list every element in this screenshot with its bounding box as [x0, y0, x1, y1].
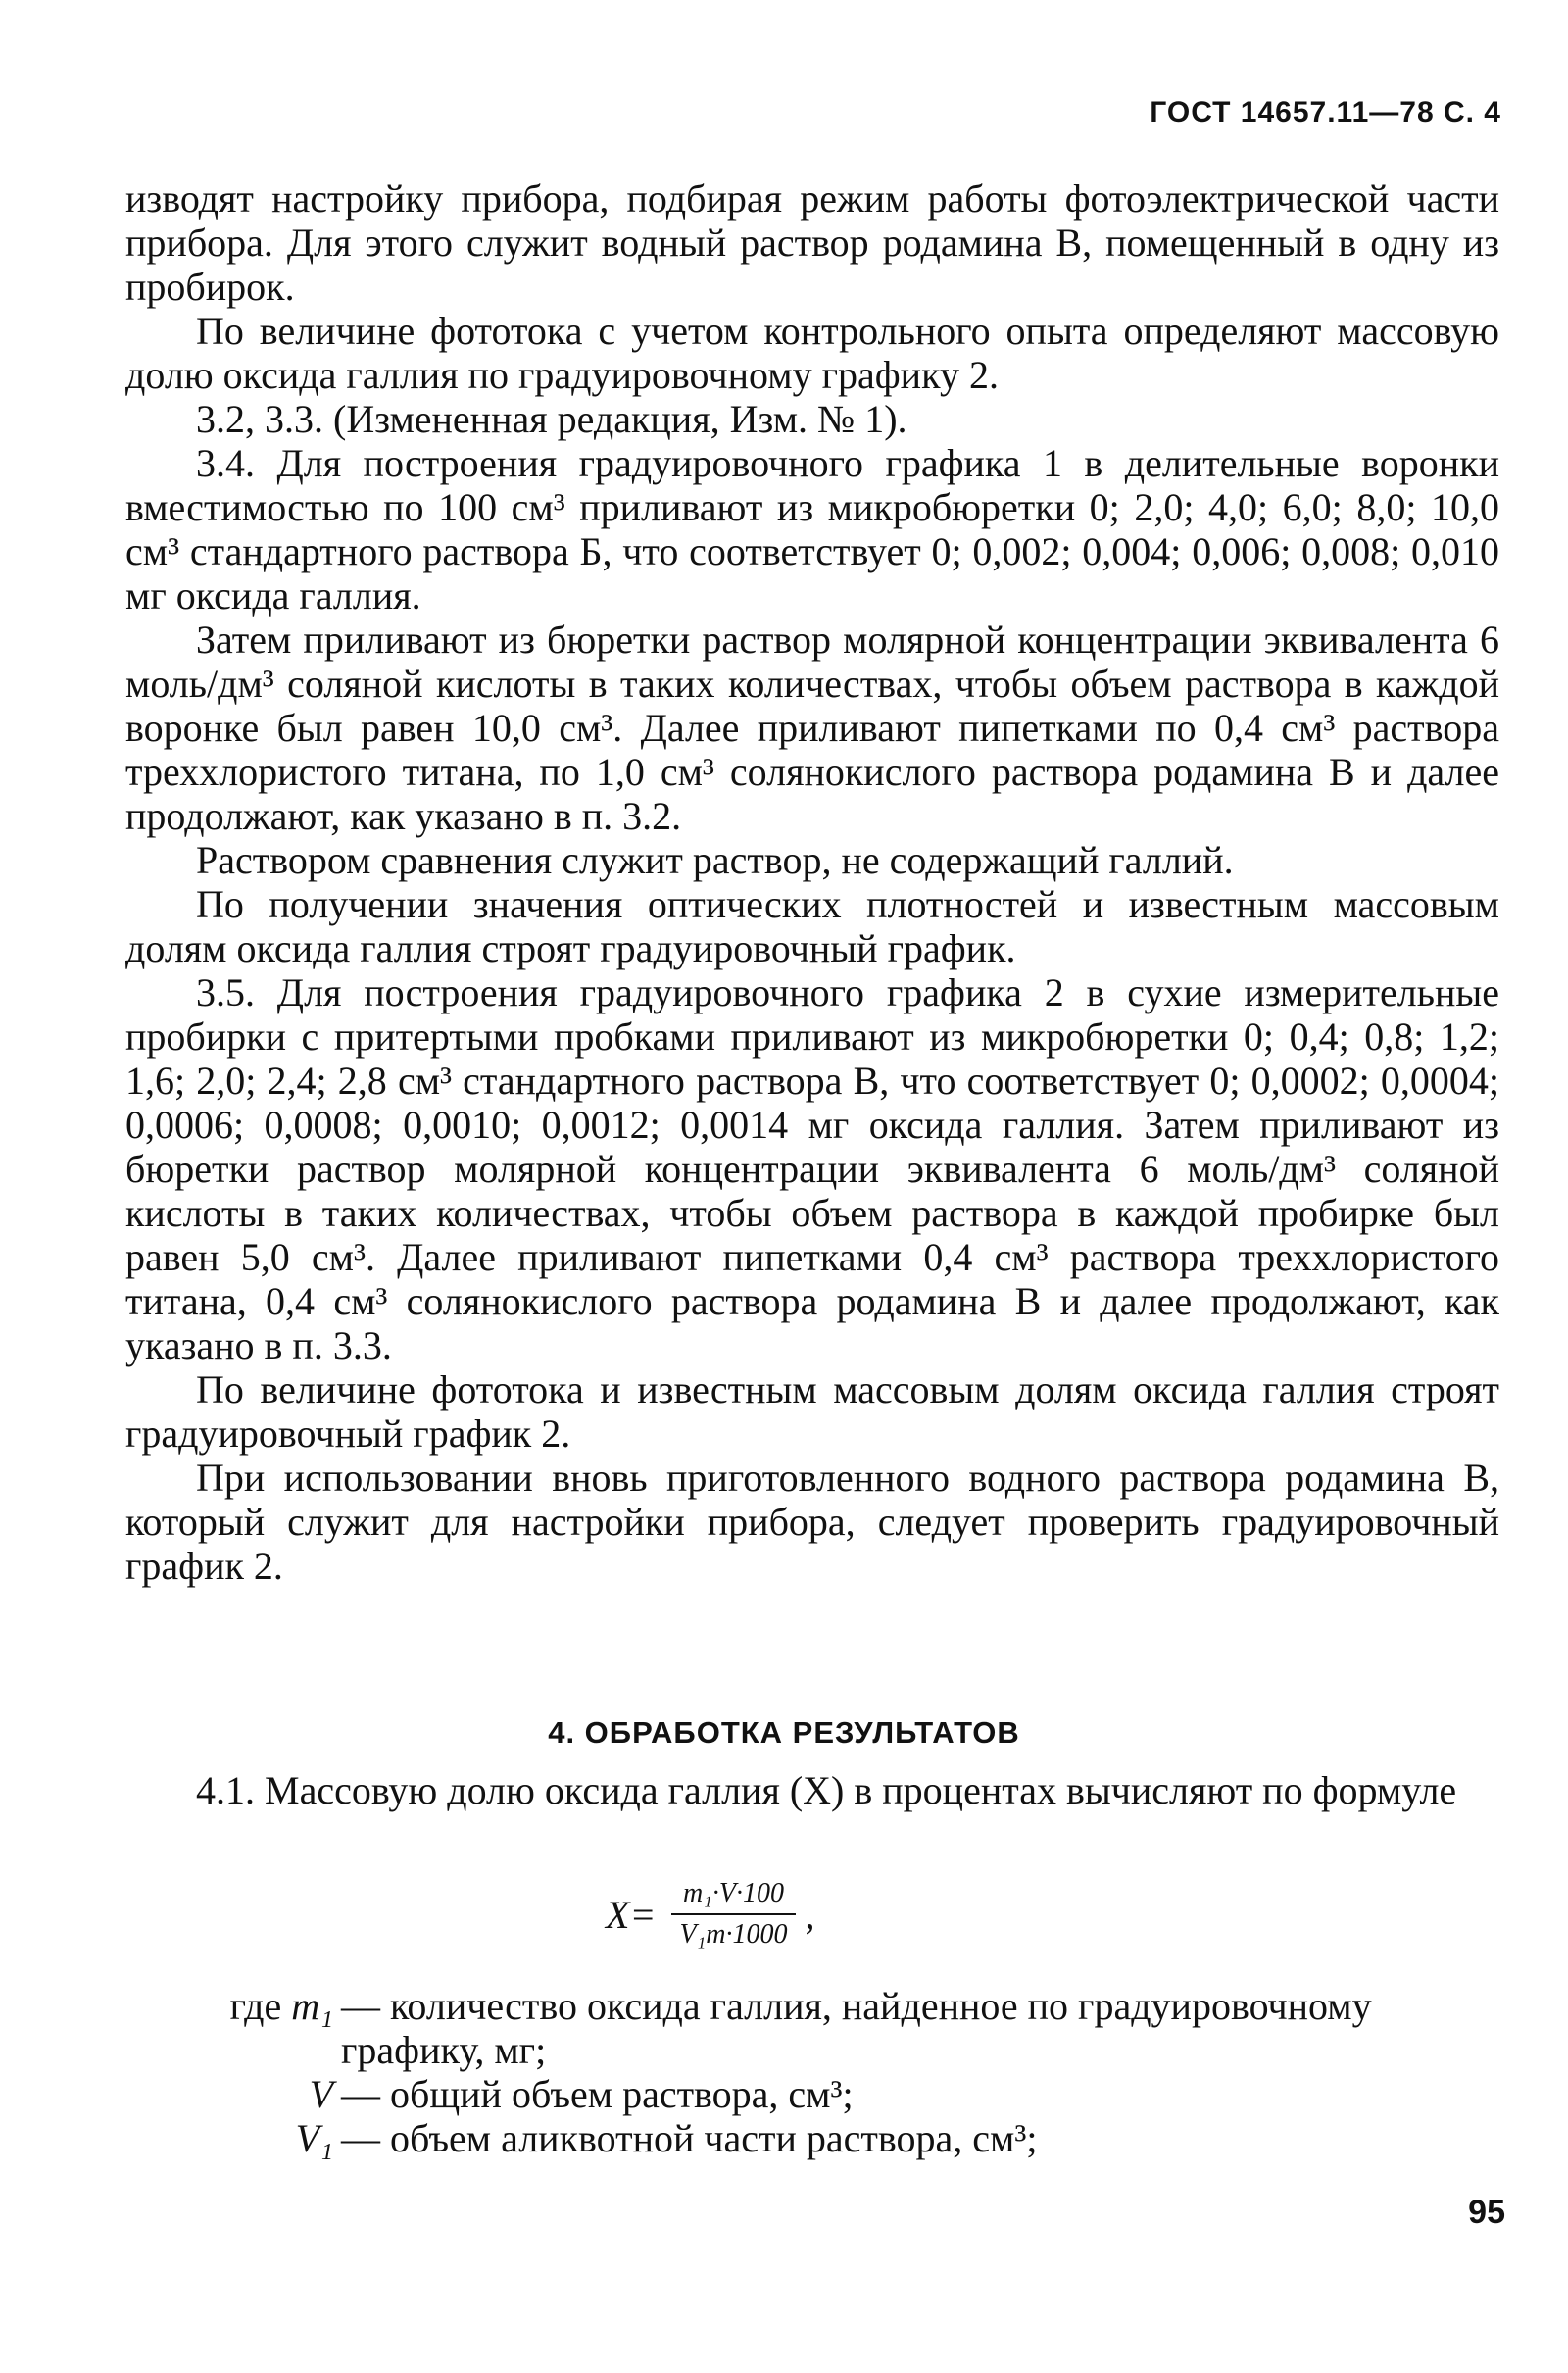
paragraph: изводят настройку прибора, подбирая режим работы фотоэлектрической части прибора. Для этого служит водный раствор родамина В, помещенный в одну из пробирок.: [125, 176, 1499, 309]
definition-term: [125, 2072, 341, 2116]
definition-symbol: m₁: [291, 1984, 333, 2028]
definition-symbol: V₁: [295, 2116, 333, 2160]
definition-item: [125, 2072, 1499, 2116]
section-title: 4. ОБРАБОТКА РЕЗУЛЬТАТОВ: [548, 1715, 1020, 1750]
standard-header: ГОСТ 14657.11—78 С. 4: [1150, 96, 1501, 128]
section-4-intro: [125, 1768, 1499, 1812]
page-number: 95: [1468, 2194, 1505, 2231]
definition-text: — объем аликвотной части раствора, см³;: [341, 2116, 1038, 2160]
formula-denominator: V₁m·1000: [679, 1919, 788, 1950]
definition-item: [125, 2116, 1499, 2160]
formula-lhs: X=: [606, 1892, 657, 1937]
definition-text: — общий объем раствора, см³;: [341, 2072, 854, 2116]
definition-term: [125, 1984, 341, 2072]
paragraph-3-5: 3.5. Для построения градуировочного графика 2 в сухие измерительные пробирки с притертыми пробками приливают из микробюретки 0; 0,4; 0,8; 1,2; 1,6; 2,0; 2,4; 2,8 см³ стандартного раствора В, что соответствует 0; 0,0002; 0,0004; 0,0006; 0,0008; 0,0010; 0,0012; 0,0014 мг оксида галлия. Затем приливают из бюретки раствор молярной концентрации эквивалента 6 моль/дм³ соляной кислоты в таких количествах, чтобы объем раствора в каждой пробирке был равен 5,0 см³. Далее приливают пипетками 0,4 см³ раствора треххлористого титана, 0,4 см³ солянокислого раствора родамина В и далее продолжают, как указано в п. 3.3.: [125, 970, 1499, 1367]
definition-prefix: где: [229, 1984, 292, 2028]
paragraph: По величине фототока и известным массовым долям оксида галлия строят градуировочный график 2.: [125, 1367, 1499, 1456]
formula-numerator: m₁·V·100: [671, 1878, 796, 1915]
definition-text: — количество оксида галлия, найденное по градуировочному графику, мг;: [341, 1984, 1372, 2072]
paragraph-amendment-note: 3.2, 3.3. (Измененная редакция, Изм. № 1).: [196, 397, 907, 441]
body-text: [125, 176, 1499, 1588]
definition-term: [125, 2116, 341, 2160]
formula: [606, 1878, 815, 1951]
paragraph-4-1: 4.1. Массовую долю оксида галлия (X) в процентах вычисляют по формуле: [196, 1768, 1457, 1812]
paragraph: Раствором сравнения служит раствор, не содержащий галлий.: [196, 838, 1234, 882]
paragraph: Затем приливают из бюретки раствор молярной концентрации эквивалента 6 моль/дм³ соляной кислоты в таких количествах, чтобы объем раствора в каждой воронке был равен 10,0 см³. Далее приливают пипетками по 0,4 см³ раствора треххлористого титана, по 1,0 см³ солянокислого раствора родамина В и далее продолжают, как указано в п. 3.2.: [125, 618, 1499, 838]
paragraph: По получении значения оптических плотностей и известным массовым долям оксида галлия строят градуировочный график.: [125, 882, 1499, 970]
definition-item: [125, 1984, 1499, 2072]
definition-symbol: V: [309, 2072, 333, 2116]
formula-trail: ,: [805, 1892, 815, 1937]
paragraph: При использовании вновь приготовленного водного раствора родамина В, который служит для настройки прибора, следует проверить градуировочный график 2.: [125, 1456, 1499, 1588]
paragraph-3-4: 3.4. Для построения градуировочного графика 1 в делительные воронки вместимостью по 100 см³ приливают из микробюретки 0; 2,0; 4,0; 6,0; 8,0; 10,0 см³ стандартного раствора Б, что соответствует 0; 0,002; 0,004; 0,006; 0,008; 0,010 мг оксида галлия.: [125, 441, 1499, 618]
formula-fraction: [667, 1878, 799, 1951]
definitions-list: [125, 1984, 1499, 2160]
paragraph: По величине фототока с учетом контрольного опыта определяют массовую долю оксида галлия по градуировочному графику 2.: [125, 309, 1499, 397]
